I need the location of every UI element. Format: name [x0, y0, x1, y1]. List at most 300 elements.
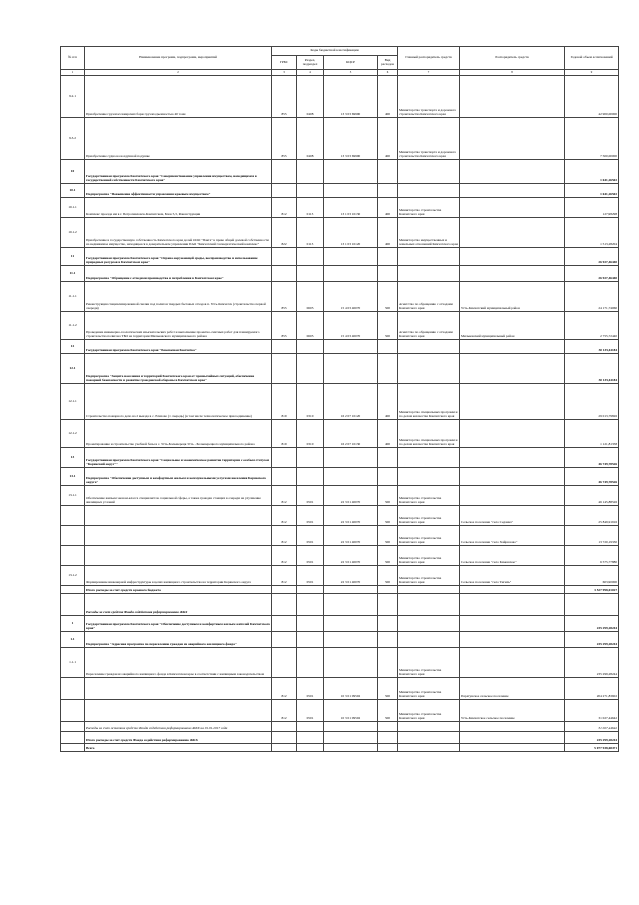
row-section: 0310	[297, 420, 324, 448]
row-section	[297, 648, 324, 678]
row-total: 25 849,91916	[565, 506, 619, 526]
row-main-manager: Министерство строительства Камчатского края	[398, 486, 460, 506]
row-recipient: Сельское поселение "село Седанка"	[460, 506, 565, 526]
table-row	[61, 732, 619, 744]
row-number	[61, 506, 85, 526]
row-main-manager: Министерство строительства Камчатского края	[398, 566, 460, 586]
row-recipient: Сельское поселение "село Тигиль"	[460, 566, 565, 586]
row-recipient	[460, 266, 565, 282]
row-name: Проектирование и строительство учебной базы в с. Усть-Большерецк Усть - Большерецкого муниципального района	[85, 420, 272, 448]
row-section: 0408	[297, 76, 324, 118]
row-name: Формирование инженерной инфраструктуры в целях жилищного строительства на территории Корякского округа	[85, 566, 272, 586]
row-number: 12.1.1	[61, 384, 85, 420]
row-recipient	[460, 486, 565, 506]
row-total: 1 121,81358	[565, 420, 619, 448]
row-section	[297, 184, 324, 198]
row-grbs	[272, 354, 297, 384]
row-section: 0501	[297, 678, 324, 700]
row-grbs	[272, 184, 297, 198]
row-expense-type	[378, 648, 398, 678]
row-ksr: 10 3 01 09502	[324, 678, 378, 700]
row-main-manager	[398, 184, 460, 198]
row-section	[297, 744, 324, 752]
row-grbs	[272, 732, 297, 744]
column-index: 3	[272, 70, 297, 76]
row-total: 30 135,61184	[565, 340, 619, 354]
row-number: 12.1.2	[61, 420, 85, 448]
row-recipient	[460, 586, 565, 594]
row-grbs: 819	[272, 420, 297, 448]
row-ksr	[324, 248, 378, 266]
row-name: Расходы за счет средств Фонда содействия реформированию ЖКХ	[85, 594, 272, 616]
row-section: 0605	[297, 312, 324, 340]
row-grbs: 855	[272, 76, 297, 118]
row-main-manager: Министерство транспорта и дорожного строительства Камчатского края	[398, 118, 460, 160]
row-main-manager	[398, 632, 460, 648]
row-main-manager: Министерство имущественных и земельных отношений Камчатского края	[398, 218, 460, 248]
table-row	[61, 354, 619, 384]
row-expense-type: 500	[378, 312, 398, 340]
row-grbs	[272, 340, 297, 354]
row-name	[85, 526, 272, 546]
budget-table	[60, 46, 619, 752]
row-grbs	[272, 468, 297, 486]
column-index: 1	[61, 70, 85, 76]
row-name: Расходы за счет остатков средств Фонда содействия реформированию ЖКХ на 01.01.2017 года	[85, 722, 272, 732]
row-expense-type	[378, 616, 398, 632]
row-section: 0501	[297, 566, 324, 586]
row-number: 11.1	[61, 266, 85, 282]
row-number: 11	[61, 248, 85, 266]
table-row	[61, 506, 619, 526]
row-ksr	[324, 468, 378, 486]
column-index: 8	[460, 70, 565, 76]
row-recipient	[460, 354, 565, 384]
row-main-manager: Министерство строительства Камчатского края	[398, 678, 460, 700]
row-ksr	[324, 340, 378, 354]
row-ksr	[324, 632, 378, 648]
row-expense-type	[378, 732, 398, 744]
column-index: 6	[378, 70, 398, 76]
row-section	[297, 722, 324, 732]
row-main-manager	[398, 732, 460, 744]
row-recipient	[460, 448, 565, 468]
row-main-manager: Министерство строительства Камчатского края	[398, 546, 460, 566]
column-index: 4	[297, 70, 324, 76]
row-name	[85, 506, 272, 526]
row-main-manager	[398, 248, 460, 266]
row-ksr	[324, 586, 378, 594]
column-header-ksr: КЦСР	[324, 56, 378, 70]
row-recipient	[460, 384, 565, 420]
row-section: 0501	[297, 526, 324, 546]
row-number: 11.1.2	[61, 312, 85, 340]
row-name: Государственная программа Камчатского края "Обеспечение доступным и комфортным жильем жителей Камчатского края"	[85, 616, 272, 632]
row-expense-type: 500	[378, 486, 398, 506]
row-number	[61, 732, 85, 744]
row-section: 0113	[297, 218, 324, 248]
row-ksr: 15 4 03 40070	[324, 312, 378, 340]
row-grbs	[272, 722, 297, 732]
row-number	[61, 678, 85, 700]
column-header-total: Годовой объем ассигнований	[565, 47, 619, 70]
row-recipient: Усть-Камчатское сельское поселение	[460, 700, 565, 722]
row-total: 29 013,79826	[565, 384, 619, 420]
row-recipient	[460, 218, 565, 248]
table-row	[61, 468, 619, 486]
row-name: Приобретение в государственную собственность Камчатского края долей ООО "Пакта" в праве общей долевой собственности на недвижимое имущество, находящееся в доверительном управлении ПАО "Камчатский газэнергетический комплекс"	[85, 218, 272, 248]
row-expense-type	[378, 184, 398, 198]
row-ksr: 22 3 01 40070	[324, 526, 378, 546]
row-name: Строительство пожарного депо на 2 выезда в с. Елизово (1 очередь) (в том числе технологическое присоединение)	[85, 384, 272, 420]
row-main-manager	[398, 744, 460, 752]
row-total: 42 900,00000	[565, 76, 619, 118]
row-number: 13.1.1	[61, 486, 85, 506]
row-number: 10.1	[61, 184, 85, 198]
row-main-manager: Министерство специальных программ и по делам казачества Камчатского края	[398, 384, 460, 420]
row-recipient	[460, 76, 565, 118]
row-total: 2 755,72440	[565, 312, 619, 340]
row-grbs: 855	[272, 282, 297, 312]
row-name: Подпрограмма "Обеспечение доступным и комфортным жильем и коммунальными услугами населения Корякского округа"	[85, 468, 272, 486]
column-index: 9	[565, 70, 619, 76]
row-ksr: 22 3 01 40070	[324, 506, 378, 526]
row-number	[61, 526, 85, 546]
row-expense-type	[378, 160, 398, 184]
row-recipient	[460, 722, 565, 732]
row-section	[297, 732, 324, 744]
row-number	[61, 594, 85, 616]
row-main-manager	[398, 616, 460, 632]
row-name: Реконструкция специализированной свалки под полигон твердых бытовых отходов п. Усть-Камчатск (строительство первой очереди)	[85, 282, 272, 312]
table-row	[61, 198, 619, 218]
row-ksr	[324, 616, 378, 632]
table-row	[61, 160, 619, 184]
row-name: Итого расходы за счет средств краевого бюджета	[85, 586, 272, 594]
row-section	[297, 594, 324, 616]
row-expense-type: 400	[378, 198, 398, 218]
row-grbs: 855	[272, 312, 297, 340]
row-expense-type: 500	[378, 700, 398, 722]
row-expense-type	[378, 468, 398, 486]
row-ksr: 15 4 03 40070	[324, 282, 378, 312]
row-total: 235 299,28244	[565, 648, 619, 678]
row-recipient: Мильковский муниципальный район	[460, 312, 565, 340]
table-row	[61, 384, 619, 420]
row-total: 46 145,88526	[565, 486, 619, 506]
row-number: 1.1.1	[61, 648, 85, 678]
row-number: 13.1.2	[61, 566, 85, 586]
row-grbs: 819	[272, 384, 297, 420]
table-row	[61, 594, 619, 616]
row-ksr: 22 3 01 40070	[324, 566, 378, 586]
row-grbs	[272, 744, 297, 752]
table-row	[61, 76, 619, 118]
row-expense-type: 400	[378, 420, 398, 448]
row-ksr: 22 3 01 40070	[324, 486, 378, 506]
row-recipient: Усть-Камчатский муниципальный район	[460, 282, 565, 312]
row-total: 127,98298	[565, 198, 619, 218]
row-total: 30 135,61184	[565, 354, 619, 384]
table-row	[61, 616, 619, 632]
row-ksr: 13 3 03 69990	[324, 76, 378, 118]
row-section: 0408	[297, 118, 324, 160]
row-expense-type: 400	[378, 218, 398, 248]
row-section: 0605	[297, 282, 324, 312]
row-grbs: 812	[272, 566, 297, 586]
row-recipient: Паратунское сельское поселение	[460, 678, 565, 700]
row-total: 3 527 998,01027	[565, 586, 619, 594]
row-ksr: 10 3 01 09502	[324, 700, 378, 722]
row-expense-type: 500	[378, 526, 398, 546]
row-name: Приобретение грузопассажирских барж грузоподъемностью 40 тонн	[85, 76, 272, 118]
table-row	[61, 248, 619, 266]
row-expense-type: 500	[378, 678, 398, 700]
row-ksr: 16 2 07 10120	[324, 384, 378, 420]
row-name: Приобретение судна на воздушной подушке	[85, 118, 272, 160]
row-main-manager	[398, 586, 460, 594]
row-name: Подпрограмма "Адресная программа по переселению граждан из аварийного жилищного фонда"	[85, 632, 272, 648]
table-row	[61, 566, 619, 586]
row-expense-type: 400	[378, 118, 398, 160]
row-main-manager: Министерство специальных программ и по делам казачества Камчатского края	[398, 420, 460, 448]
row-grbs: 812	[272, 546, 297, 566]
row-total: 235 299,28244	[565, 632, 619, 648]
column-header-section: Раздел, подраздел	[297, 56, 324, 70]
table-row	[61, 218, 619, 248]
row-name: Проведение инженерно-геологических изыскательских работ и выполнение проектно-сметных работ для планируемого строительства полигона ТБО на территории Мильковского муниципального района	[85, 312, 272, 340]
row-name: Государственная программа Камчатского края "Безопасная Камчатка"	[85, 340, 272, 354]
row-total: 1 513,28204	[565, 218, 619, 248]
column-index: 5	[324, 70, 378, 76]
row-recipient	[460, 632, 565, 648]
row-section: 0501	[297, 700, 324, 722]
row-ksr	[324, 354, 378, 384]
row-number: 10	[61, 160, 85, 184]
row-ksr	[324, 184, 378, 198]
row-number	[61, 744, 85, 752]
row-name: Итого расходы за счет средств Фонда содействия реформированию ЖКХ	[85, 732, 272, 744]
row-main-manager: Министерство строительства Камчатского края	[398, 506, 460, 526]
row-number: 10.1.2	[61, 218, 85, 248]
row-number: 13.1	[61, 468, 85, 486]
row-name: Комплекс проезда им в г. Петропавловск-Камчатском, Блок 5,3, Реконструкция	[85, 198, 272, 218]
row-expense-type: 400	[378, 76, 398, 118]
row-number: 1.1	[61, 632, 85, 648]
row-grbs: 812	[272, 486, 297, 506]
row-main-manager	[398, 722, 460, 732]
row-section: 0501	[297, 546, 324, 566]
column-header-main-manager: Главный распорядитель средств	[398, 47, 460, 70]
row-name	[85, 546, 272, 566]
row-number	[61, 586, 85, 594]
row-section: 0310	[297, 384, 324, 420]
row-recipient	[460, 648, 565, 678]
row-grbs	[272, 266, 297, 282]
row-section: 0501	[297, 486, 324, 506]
row-section	[297, 448, 324, 468]
row-main-manager: Министерство строительства Камчатского края	[398, 526, 460, 546]
column-group-budget-codes: Коды бюджетной классификации	[272, 47, 398, 56]
row-ksr: 13 3 03 69990	[324, 118, 378, 160]
table-body	[61, 76, 619, 752]
row-main-manager	[398, 448, 460, 468]
table-row	[61, 486, 619, 506]
row-expense-type	[378, 722, 398, 732]
column-header-grbs: ГРБС	[272, 56, 297, 70]
row-grbs: 822	[272, 218, 297, 248]
table-row	[61, 420, 619, 448]
row-grbs: 812	[272, 700, 297, 722]
row-number: 1	[61, 616, 85, 632]
row-grbs: 812	[272, 526, 297, 546]
row-ksr	[324, 160, 378, 184]
table-row	[61, 678, 619, 700]
column-header-name: Наименование программ, подпрограмм, мероприятий	[85, 47, 272, 70]
row-number	[61, 700, 85, 722]
table-row	[61, 312, 619, 340]
row-main-manager: Министерство строительства Камчатского края	[398, 198, 460, 218]
table-row	[61, 184, 619, 198]
row-expense-type	[378, 248, 398, 266]
row-grbs: 812	[272, 198, 297, 218]
row-expense-type: 500	[378, 282, 398, 312]
row-total: 235 299,28244	[565, 732, 619, 744]
row-recipient: Сельское поселение "село Каменское"	[460, 546, 565, 566]
row-total: 31 027,44642	[565, 700, 619, 722]
row-recipient	[460, 198, 565, 218]
row-expense-type	[378, 340, 398, 354]
row-grbs: 812	[272, 506, 297, 526]
row-number: 12	[61, 340, 85, 354]
row-number: 9.3.2	[61, 118, 85, 160]
row-grbs	[272, 586, 297, 594]
row-recipient	[460, 468, 565, 486]
row-main-manager	[398, 266, 460, 282]
row-total: 31 027,44642	[565, 722, 619, 732]
row-ksr: 22 3 01 40070	[324, 546, 378, 566]
row-name: Подпрограмма "Обращение с отходами производства и потребления в Камчатском крае"	[85, 266, 272, 282]
row-recipient	[460, 184, 565, 198]
row-grbs	[272, 648, 297, 678]
row-recipient	[460, 744, 565, 752]
row-recipient	[460, 420, 565, 448]
row-ksr: 16 2 07 10130	[324, 420, 378, 448]
row-section	[297, 632, 324, 648]
row-number: 9.2.1	[61, 76, 85, 118]
row-number	[61, 722, 85, 732]
row-section	[297, 354, 324, 384]
row-total: 6 575,77880	[565, 546, 619, 566]
row-recipient: Сельское поселение "село Хайрюзово"	[460, 526, 565, 546]
row-ksr	[324, 648, 378, 678]
row-recipient	[460, 616, 565, 632]
row-main-manager: Министерство транспорта и дорожного строительства Камчатского края	[398, 76, 460, 118]
table-row	[61, 448, 619, 468]
row-name: Всего	[85, 744, 272, 752]
row-total: 235 299,28244	[565, 616, 619, 632]
table-row	[61, 546, 619, 566]
table-row	[61, 282, 619, 312]
row-expense-type	[378, 744, 398, 752]
row-main-manager: Министерство строительства Камчатского края	[398, 700, 460, 722]
row-ksr	[324, 594, 378, 616]
row-main-manager	[398, 354, 460, 384]
table-row	[61, 744, 619, 752]
row-section	[297, 586, 324, 594]
row-name	[85, 700, 272, 722]
row-section	[297, 340, 324, 354]
row-main-manager: Агентство по обращению с отходами Камчатского края	[398, 282, 460, 312]
table-row	[61, 648, 619, 678]
table-row	[61, 340, 619, 354]
table-row	[61, 118, 619, 160]
row-ksr: 13 1 03 10130	[324, 198, 378, 218]
row-recipient	[460, 340, 565, 354]
row-name	[85, 678, 272, 700]
row-expense-type	[378, 354, 398, 384]
column-header-number: № п/п	[61, 47, 85, 70]
row-expense-type: 500	[378, 546, 398, 566]
row-main-manager	[398, 340, 460, 354]
row-section	[297, 468, 324, 486]
row-recipient	[460, 594, 565, 616]
column-header-recipient: Распорядитель средств	[460, 47, 565, 70]
row-ksr	[324, 744, 378, 752]
row-ksr	[324, 266, 378, 282]
table-row	[61, 266, 619, 282]
row-total: 1 641,26502	[565, 160, 619, 184]
row-total: 603,90000	[565, 566, 619, 586]
row-number: 10.1.1	[61, 198, 85, 218]
row-grbs	[272, 616, 297, 632]
row-expense-type	[378, 594, 398, 616]
row-name: Государственная программа Камчатского края "Совершенствование управления имуществом, находящимся в государственной собственности Камчатского края"	[85, 160, 272, 184]
row-ksr: 13 1 03 10120	[324, 218, 378, 248]
row-expense-type	[378, 632, 398, 648]
table-row	[61, 632, 619, 648]
table-row	[61, 700, 619, 722]
row-total: 5 077 938,68471	[565, 744, 619, 752]
row-number: 11.1.1	[61, 282, 85, 312]
column-header-expense-type: Вид расходов	[378, 56, 398, 70]
row-number: 13	[61, 448, 85, 468]
row-expense-type	[378, 448, 398, 468]
row-number: 12.1	[61, 354, 85, 384]
row-section	[297, 160, 324, 184]
row-grbs	[272, 160, 297, 184]
row-grbs	[272, 632, 297, 648]
row-name: Государственная программа Камчатского края "Социальное и экономическое развитие территории с особым статусом "Корякский округ""	[85, 448, 272, 468]
row-section	[297, 616, 324, 632]
table-row	[61, 586, 619, 594]
row-recipient	[460, 118, 565, 160]
row-total: 204 271,83602	[565, 678, 619, 700]
row-number	[61, 546, 85, 566]
row-name: Подпрограмма "Защита населения и территорий Камчатского края от чрезвычайных ситуаций, обеспечение пожарной безопасности и развитие гражданской обороны в Камчатском крае"	[85, 354, 272, 384]
table-row	[61, 722, 619, 732]
row-name: Переселение граждан из аварийного жилищного фонда в Камчатском крае в соответствии с жилищным законодательством	[85, 648, 272, 678]
row-total: 1 641,26502	[565, 184, 619, 198]
row-expense-type: 500	[378, 566, 398, 586]
row-section: 0113	[297, 198, 324, 218]
row-main-manager	[398, 160, 460, 184]
row-recipient	[460, 160, 565, 184]
row-section: 0501	[297, 506, 324, 526]
row-expense-type: 400	[378, 384, 398, 420]
row-total: 46 749,78526	[565, 468, 619, 486]
row-grbs: 855	[272, 118, 297, 160]
